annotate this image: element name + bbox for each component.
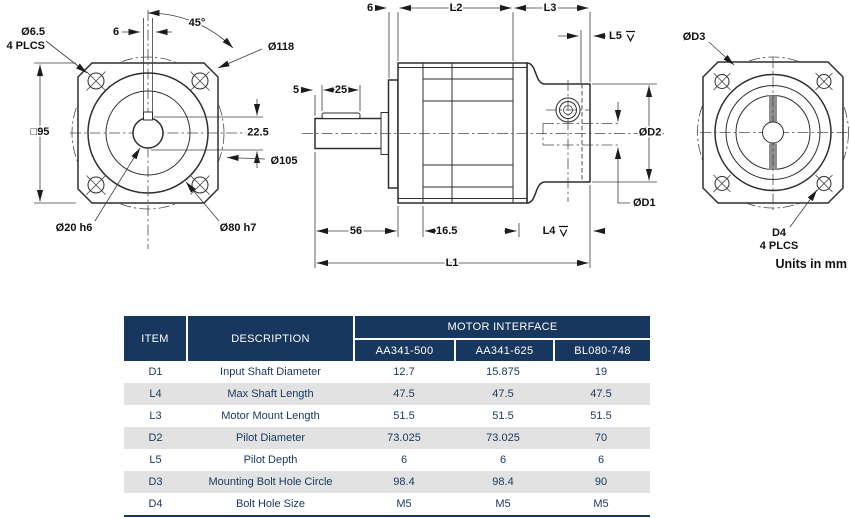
header-model-aa341-500: AA341-500 <box>355 340 454 361</box>
motor-shaft-bore <box>763 122 784 143</box>
d4-label: D4 <box>771 227 787 239</box>
cell-value: 70 <box>594 432 608 444</box>
table-row <box>124 471 650 493</box>
keyway-height-label: 22.5 <box>247 126 269 139</box>
shaft-len-label: 56 <box>349 225 363 237</box>
cell-item: L5 <box>149 454 162 466</box>
cell-description: Pilot Depth <box>243 454 298 466</box>
side-view <box>293 2 664 269</box>
cell-description: Bolt Hole Size <box>235 498 306 510</box>
cell-value: 47.5 <box>393 388 415 400</box>
cell-description: Pilot Diameter <box>235 432 306 444</box>
cell-value: 12.7 <box>393 366 415 378</box>
cell-value: 6 <box>597 454 605 466</box>
header-description: DESCRIPTION <box>188 316 353 361</box>
cell-value: 98.4 <box>492 476 514 488</box>
l2-label: L2 <box>449 2 463 14</box>
rear-view <box>683 31 849 271</box>
cell-value: 73.025 <box>387 432 421 444</box>
cell-description: Mounting Bolt Hole Circle <box>208 476 333 488</box>
bolt-circle-label: Ø105 <box>270 155 298 167</box>
hole-places-label: 4 PLCS <box>6 40 45 52</box>
header-model-bl080-748: BL080-748 <box>555 340 650 361</box>
table-row <box>124 361 650 383</box>
tip-dim-label: 5 <box>292 84 300 96</box>
cell-value: 51.5 <box>590 410 612 422</box>
table-row <box>124 383 650 405</box>
table-body <box>124 361 650 517</box>
cell-value: 15.875 <box>486 366 520 378</box>
shaft-circle <box>133 118 163 148</box>
front-flange-side <box>389 80 399 188</box>
table-row <box>124 449 650 471</box>
table-row <box>124 427 650 449</box>
cell-value: 6 <box>499 454 507 466</box>
pilot-dia-label: Ø80 h7 <box>219 222 257 234</box>
cell-value: M5 <box>593 498 609 510</box>
cell-item: D4 <box>148 498 163 510</box>
d4-places-label: 4 PLCS <box>759 240 799 252</box>
shaft-dia-label: Ø20 h6 <box>55 222 93 234</box>
cell-value: 51.5 <box>393 410 415 422</box>
spec-table <box>124 316 650 517</box>
depth-symbol-icon <box>626 32 635 41</box>
gearbox-body <box>398 63 527 203</box>
cell-value: 51.5 <box>492 410 514 422</box>
cell-item: L3 <box>149 410 162 422</box>
header-motor-interface: MOTOR INTERFACE <box>355 316 650 338</box>
cell-value: 6 <box>400 454 408 466</box>
front-view <box>6 10 300 249</box>
cell-item: D3 <box>148 476 163 488</box>
l3-label: L3 <box>543 2 557 14</box>
cell-value: M5 <box>495 498 511 510</box>
corner-dia-label: Ø118 <box>267 41 295 53</box>
cell-value: 47.5 <box>590 388 612 400</box>
header-item: ITEM <box>124 316 186 361</box>
key-length-label: 25 <box>334 84 348 96</box>
cell-item: D2 <box>148 432 163 444</box>
flange-width-label: 6 <box>366 2 374 14</box>
cell-description: Motor Mount Length <box>221 410 320 422</box>
cell-item: L4 <box>149 388 162 400</box>
cell-value: 19 <box>594 366 608 378</box>
header-model-aa341-625: AA341-625 <box>456 340 553 361</box>
square-dim-label: □95 <box>30 126 50 138</box>
d1-label: ØD1 <box>633 197 656 209</box>
table-header <box>124 316 650 361</box>
keyway-slot <box>144 112 153 120</box>
front-section-label: 16.5 <box>436 225 458 237</box>
cell-item: D1 <box>148 366 163 378</box>
cell-value: M5 <box>396 498 412 510</box>
d3-label: ØD3 <box>682 31 706 43</box>
table-row <box>124 493 650 515</box>
l5-label: L5 <box>609 30 622 42</box>
d2-label: ØD2 <box>638 126 662 139</box>
shaft-key <box>322 113 360 119</box>
table-row <box>124 405 650 427</box>
cell-value: 98.4 <box>393 476 415 488</box>
angle-label: 45° <box>188 17 206 29</box>
keyway-width-label: 6 <box>112 26 120 38</box>
hole-callout-label: Ø6.5 <box>21 26 45 38</box>
l1-label: L1 <box>445 257 459 269</box>
units-note: Units in mm <box>775 257 847 271</box>
depth-symbol-icon <box>559 227 568 236</box>
cell-value: 47.5 <box>492 388 514 400</box>
cell-value: 73.025 <box>486 432 520 444</box>
cell-value: 90 <box>594 476 608 488</box>
motor-adapter-outline <box>527 63 590 203</box>
cell-description: Input Shaft Diameter <box>220 366 321 378</box>
l4-label: L4 <box>542 225 556 237</box>
cell-description: Max Shaft Length <box>227 388 314 400</box>
